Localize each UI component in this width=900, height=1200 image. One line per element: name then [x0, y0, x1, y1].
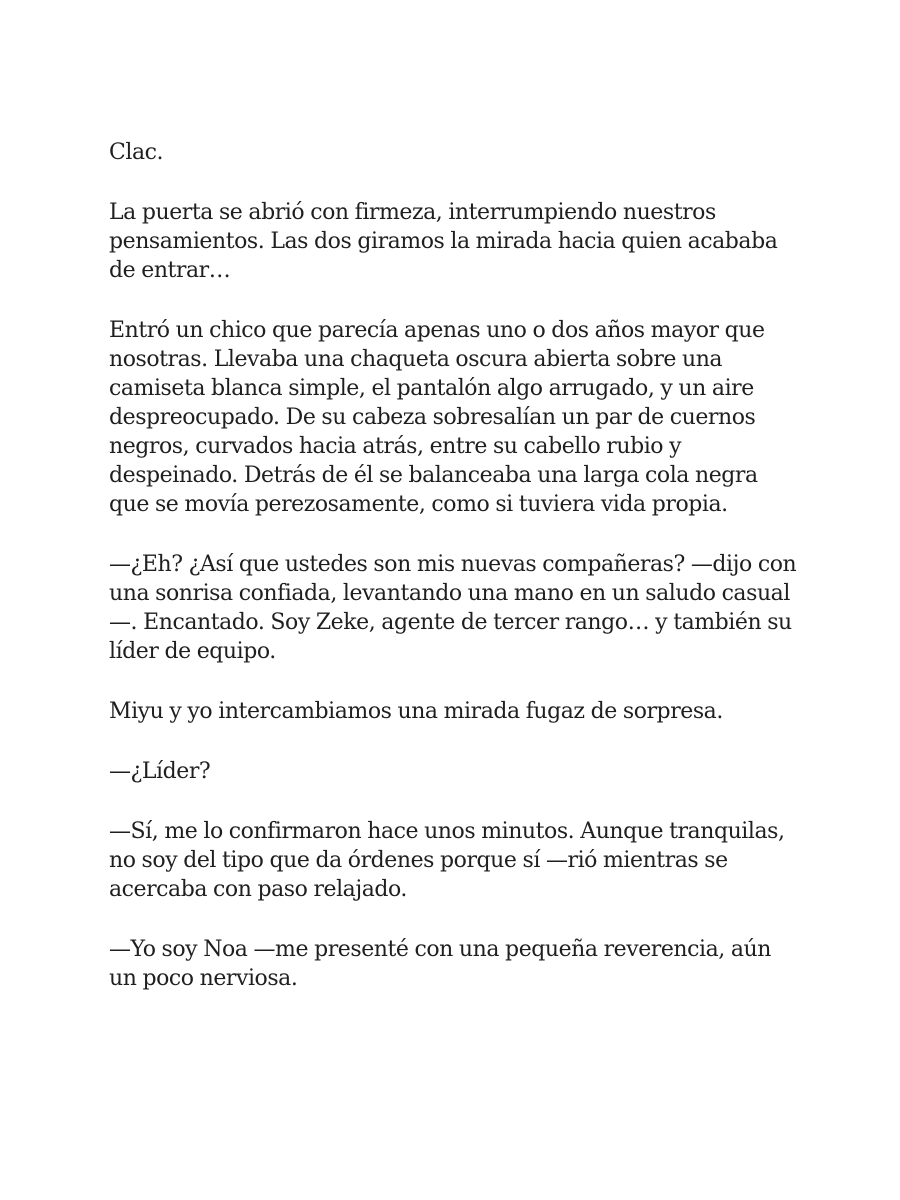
paragraph-zeke-introduction: —¿Eh? ¿Así que ustedes son mis nuevas compañeras? —dijo con una sonrisa confiada, levantando una mano en un saludo casual—. Encantado. Soy Zeke, agente de tercer rango… y también su líder de equipo.	[109, 552, 797, 664]
paragraph-exchange-glance: Miyu y yo intercambiamos una mirada fugaz de sorpresa.	[109, 699, 723, 724]
paragraph-noa-introduction: —Yo soy Noa —me presenté con una pequeña reverencia, aún un poco nerviosa.	[109, 937, 771, 991]
paragraph-door-opens: La puerta se abrió con firmeza, interrumpiendo nuestros pensamientos. Las dos giramos la mirada hacia quien acababa de entrar…	[109, 200, 778, 283]
paragraph-leader-question: —¿Líder?	[109, 759, 211, 784]
paragraph-zeke-reply: —Sí, me lo confirmaron hace unos minutos. Aunque tranquilas, no soy del tipo que da órdenes porque sí —rió mientras se acercaba con paso relajado.	[109, 819, 785, 902]
paragraph-clac: Clac.	[109, 140, 164, 165]
story-text	[109, 138, 799, 993]
paragraph-boy-description: Entró un chico que parecía apenas uno o dos años mayor que nosotras. Llevaba una chaqueta oscura abierta sobre una camiseta blanca simple, el pantalón algo arrugado, y un aire despreocupado. De su cabeza sobresalían un par de cuernos negros, curvados hacia atrás, entre su cabello rubio y despeinado. Detrás de él se balanceaba una larga cola negra que se movía perezosamente, como si tuviera vida propia.	[109, 318, 765, 517]
